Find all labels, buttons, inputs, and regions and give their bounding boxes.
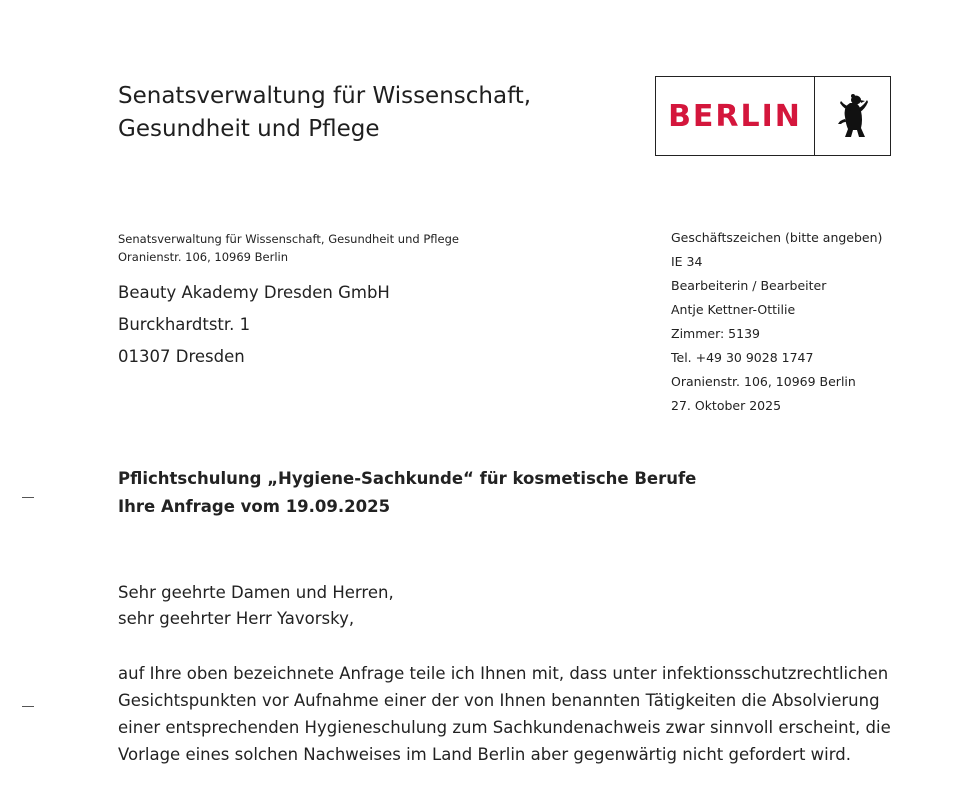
- salutation-line2: sehr geehrter Herr Yavorsky,: [118, 609, 355, 628]
- return-address-line2: Oranienstr. 106, 10969 Berlin: [118, 250, 289, 264]
- berlin-logo: [655, 76, 891, 156]
- subject-line2: Ihre Anfrage vom 19.09.2025: [118, 497, 391, 516]
- fold-mark-bottom: [22, 706, 34, 707]
- sender-title: [118, 80, 531, 146]
- recipient-street: Burckhardtstr. 1: [118, 315, 251, 334]
- room-number: Zimmer: 5139: [671, 326, 760, 341]
- body-line2: Gesichtspunkten vor Aufnahme einer der von Ihnen benannten Tätigkeiten die Absolvierung: [118, 691, 880, 710]
- clerk-label: Bearbeiterin / Bearbeiter: [671, 278, 827, 293]
- berlin-bear-icon: [815, 77, 890, 155]
- reference-label: Geschäftszeichen (bitte angeben): [671, 230, 883, 245]
- salutation-line1: Sehr geehrte Damen und Herren,: [118, 583, 394, 602]
- body-line4: Vorlage eines solchen Nachweises im Land Berlin aber gegenwärtig nicht gefordert wird.: [118, 745, 851, 764]
- return-address-line1: Senatsverwaltung für Wissenschaft, Gesundheit und Pflege: [118, 232, 459, 246]
- fold-mark-top: [22, 497, 34, 498]
- berlin-logo-text: BERLIN: [656, 77, 815, 155]
- office-address: Oranienstr. 106, 10969 Berlin: [671, 374, 856, 389]
- clerk-name: Antje Kettner-Ottilie: [671, 302, 796, 317]
- recipient-company: Beauty Akademy Dresden GmbH: [118, 283, 390, 302]
- sender-title-line1: Senatsverwaltung für Wissenschaft,: [118, 83, 532, 109]
- body-line3: einer entsprechenden Hygieneschulung zum Sachkundenachweis zwar sinnvoll erscheint, die: [118, 718, 891, 737]
- letter-date: 27. Oktober 2025: [671, 398, 782, 413]
- recipient-city: 01307 Dresden: [118, 347, 245, 366]
- phone-number: Tel. +49 30 9028 1747: [671, 350, 814, 365]
- sender-title-line2: Gesundheit und Pflege: [118, 116, 380, 142]
- subject-line1: Pflichtschulung „Hygiene-Sachkunde“ für kosmetische Berufe: [118, 469, 697, 488]
- reference-value: IE 34: [671, 254, 703, 269]
- body-line1: auf Ihre oben bezeichnete Anfrage teile ich Ihnen mit, dass unter infektionsschutzrechtlichen: [118, 664, 889, 683]
